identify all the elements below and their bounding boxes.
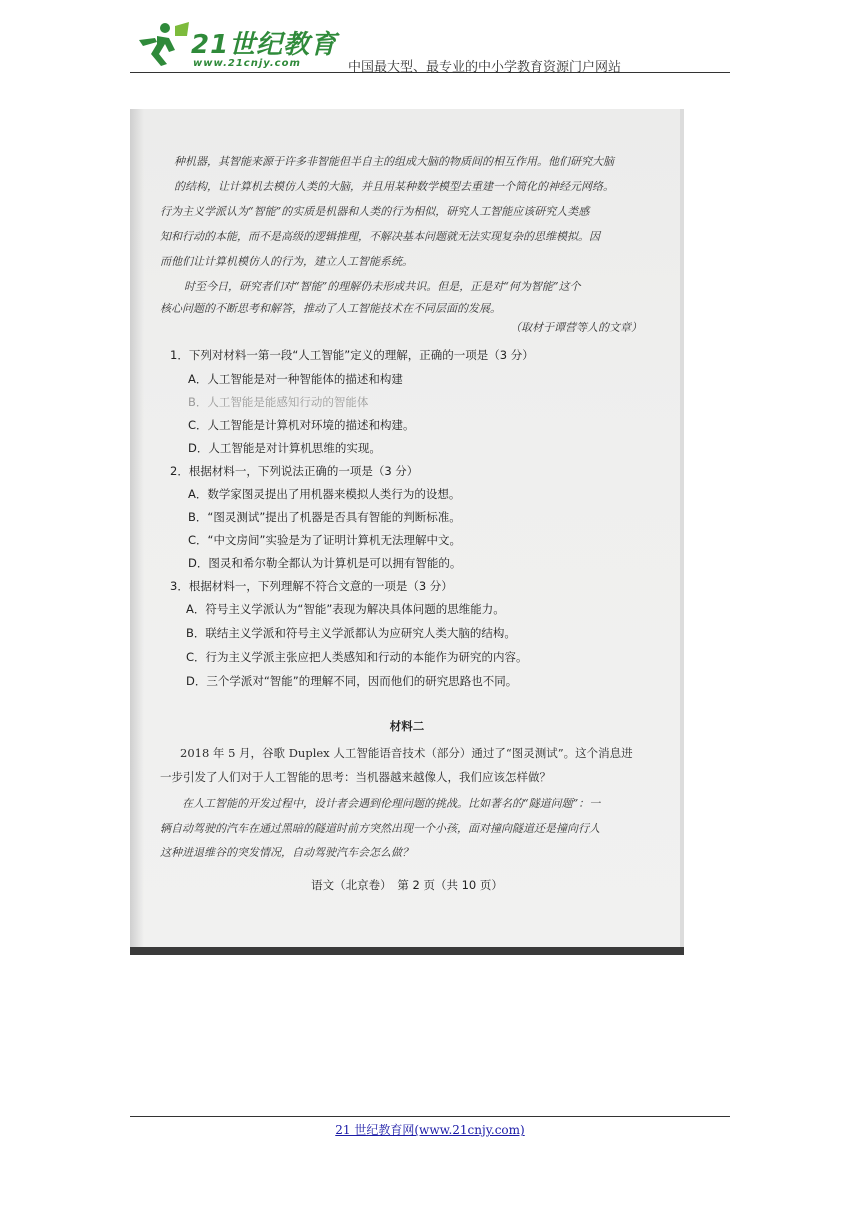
exam-page-footer: 语文（北京卷） 第 2 页（共 10 页） [311, 878, 503, 892]
footer-site-link[interactable]: 21 世纪教育网(www.21cnjy.com) [335, 1123, 525, 1137]
logo-url: www.21cnjy.com [193, 58, 301, 69]
material1-line: 种机器，其智能来源于许多非智能但半自主的组成大脑的物质间的相互作用。他们研究大脑 [174, 155, 614, 168]
material2-line: 这种进退维谷的突发情况，自动驾驶汽车会怎么做？ [160, 846, 413, 859]
site-tagline: 中国最大型、最专业的中小学教育资源门户网站 [348, 60, 622, 75]
question-1-option-c: C．人工智能是计算机对环境的描述和构建。 [188, 418, 415, 432]
question-2-option-b: B．“图灵测试”提出了机器是否具有智能的判断标准。 [188, 510, 461, 524]
scanned-exam-page [130, 109, 684, 955]
material2-line: 2018 年 5 月，谷歌 Duplex 人工智能语音技术（部分）通过了“图灵测试”。这个消息进 [180, 746, 633, 760]
scan-edge [680, 109, 684, 955]
footer-divider [130, 1116, 730, 1117]
question-1-option-d: D．人工智能是对计算机思维的实现。 [188, 441, 381, 455]
question-3-option-b: B．联结主义学派和符号主义学派都认为应研究人类大脑的结构。 [186, 626, 516, 640]
material2-line: 在人工智能的开发过程中，设计者会遇到伦理问题的挑战。比如著名的“隧道问题”：一 [182, 797, 601, 810]
question-1-option-b: B．人工智能是能感知行动的智能体 [188, 395, 369, 409]
question-3-option-a: A．符号主义学派认为“智能”表现为解决具体问题的思维能力。 [186, 602, 505, 616]
header-divider [130, 72, 730, 73]
material2-line: 辆自动驾驶的汽车在通过黑暗的隧道时前方突然出现一个小孩，面对撞向隧道还是撞向行人 [160, 822, 600, 835]
question-2-option-c: C．“中文房间”实验是为了证明计算机无法理解中文。 [188, 533, 461, 547]
source-citation: （取材于谭营等人的文章） [510, 321, 642, 334]
material1-line: 核心问题的不断思考和解答，推动了人工智能技术在不同层面的发展。 [160, 302, 501, 315]
material2-line: 一步引发了人们对于人工智能的思考：当机器越来越像人，我们应该怎样做？ [160, 770, 551, 784]
scan-shadow [130, 109, 144, 955]
question-3-option-c: C．行为主义学派主张应把人类感知和行动的本能作为研究的内容。 [186, 650, 528, 664]
question-1-stem: 1．下列对材料一第一段“人工智能”定义的理解，正确的一项是（3 分） [170, 348, 534, 362]
material1-line: 时至今日，研究者们对“智能”的理解仍未形成共识。但是，正是对“何为智能”这个 [184, 280, 581, 293]
logo-text: 21世纪教育 [191, 30, 338, 60]
material1-line: 而他们让计算机模仿人的行为，建立人工智能系统。 [160, 255, 413, 268]
runner-logo-icon [135, 20, 191, 70]
site-logo[interactable] [135, 20, 345, 72]
material1-line: 知和行动的本能，而不是高级的逻辑推理，不解决基本问题就无法实现复杂的思维模拟。因 [160, 230, 600, 243]
material2-title: 材料二 [389, 719, 425, 733]
question-2-option-a: A．数学家图灵提出了用机器来模拟人类行为的设想。 [188, 487, 461, 501]
question-2-stem: 2．根据材料一，下列说法正确的一项是（3 分） [170, 464, 419, 478]
question-2-option-d: D．图灵和希尔勒全都认为计算机是可以拥有智能的。 [188, 556, 462, 570]
question-1-option-a: A．人工智能是对一种智能体的描述和构建 [188, 372, 403, 386]
material1-line: 的结构，让计算机去模仿人类的大脑，并且用某种数学模型去重建一个简化的神经元网络。 [174, 180, 614, 193]
material1-line: 行为主义学派认为“智能”的实质是机器和人类的行为相似，研究人工智能应该研究人类感 [160, 205, 590, 218]
question-3-stem: 3．根据材料一，下列理解不符合文意的一项是（3 分） [170, 579, 453, 593]
scan-bottom-edge [130, 947, 684, 955]
question-3-option-d: D．三个学派对“智能”的理解不同，因而他们的研究思路也不同。 [186, 674, 518, 688]
site-header [130, 18, 730, 74]
